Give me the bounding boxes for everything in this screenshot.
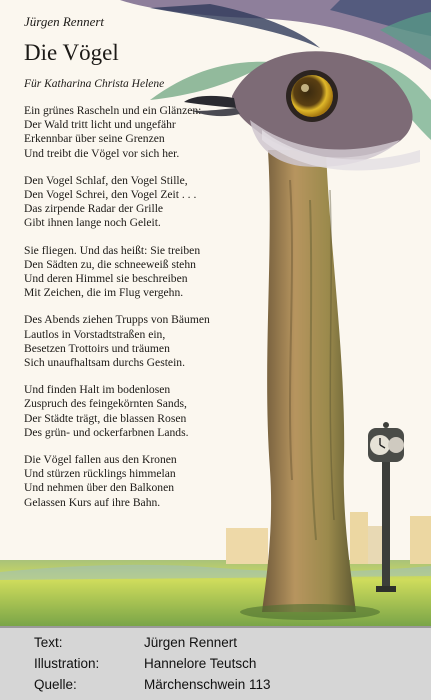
- building: [350, 512, 368, 564]
- poem: [24, 12, 254, 523]
- stanza-1: [24, 104, 254, 161]
- poem-line: Das zirpende Radar der Grille: [24, 202, 164, 216]
- poem-stanzas: [24, 104, 254, 510]
- poem-dedication: Für Katharina Christa Helene: [24, 78, 165, 90]
- building: [226, 528, 268, 564]
- poem-line: Erkennbar über seine Grenzen: [24, 132, 165, 146]
- stanza-2: [24, 174, 254, 231]
- clock-post: [382, 460, 390, 590]
- building: [410, 516, 431, 564]
- credit-value: Jürgen Rennert: [144, 635, 238, 650]
- stanza-4: [24, 313, 254, 370]
- credits-footer: [0, 626, 431, 700]
- building: [368, 526, 382, 564]
- poem-line: Mit Zeichen, die im Flug vergehn.: [24, 286, 184, 300]
- poem-line: Besetzen Trottoirs und träumen: [24, 341, 170, 355]
- poem-line: Zuspruch des feingekörnten Sands,: [24, 397, 187, 411]
- stanza-3: [24, 244, 254, 301]
- poem-line: Sich unaufhaltsam durchs Gestein.: [24, 356, 185, 370]
- poem-line: Der Wald tritt licht und ungefähr: [24, 118, 176, 132]
- stanza-5: [24, 383, 254, 440]
- poem-author: Jürgen Rennert: [24, 14, 105, 29]
- credit-label: Text:: [34, 635, 63, 650]
- poem-line: Gelassen Kurs auf ihre Bahn.: [24, 495, 161, 509]
- poem-line: Den Vogel Schlaf, den Vogel Stille,: [24, 173, 188, 187]
- credit-label: Quelle:: [34, 677, 77, 692]
- poem-title: Die Vögel: [24, 40, 119, 65]
- poem-line: Und finden Halt im bodenlosen: [24, 383, 171, 397]
- poem-line: Den Vogel Schrei, den Vogel Zeit . . .: [24, 188, 197, 202]
- poem-line: Den Sädten zu, die schneeweiß stehn: [24, 257, 196, 271]
- poem-line: Und treibt die Vögel vor sich her.: [24, 146, 180, 160]
- credit-label: Illustration:: [34, 656, 100, 671]
- poem-line: Sie fliegen. Und das heißt: Sie treiben: [24, 243, 201, 257]
- poem-line: Und nehmen über den Balkonen: [24, 481, 175, 495]
- trunk-shadow: [240, 604, 380, 620]
- credit-value: Märchenschwein 113: [144, 677, 271, 692]
- poem-line: Lautlos in Vorstadtstraßen ein,: [24, 327, 166, 341]
- poem-line: Und stürzen rücklings himmelan: [24, 467, 176, 481]
- poem-line: Des Abends ziehen Trupps von Bäumen: [24, 313, 210, 327]
- credit-value: Hannelore Teutsch: [144, 656, 257, 671]
- poem-line: Des grün- und ockerfarbnen Lands.: [24, 425, 189, 439]
- stanza-6: [24, 453, 254, 510]
- poem-line: Ein grünes Rascheln und ein Glänzen:: [24, 104, 202, 117]
- tree-trunk: [262, 150, 356, 612]
- poem-line: Der Städte trägt, die blassen Rosen: [24, 411, 187, 425]
- bird-eye: [291, 75, 333, 117]
- poem-line: Die Vögel fallen aus den Kronen: [24, 453, 177, 467]
- poem-line: Gibt ihnen lange noch Geleit.: [24, 216, 161, 230]
- poem-line: Und deren Himmel sie beschreiben: [24, 272, 188, 286]
